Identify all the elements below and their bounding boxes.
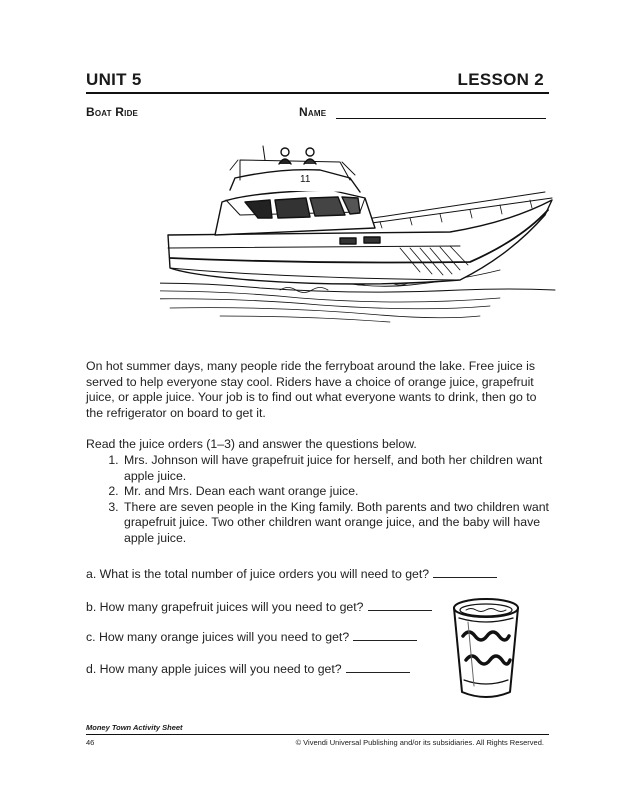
question-c-text: c. How many orange juices will you need to get? <box>86 630 350 644</box>
question-d <box>86 662 410 676</box>
juice-cup-illustration <box>446 596 526 704</box>
answer-d-field[interactable] <box>346 672 410 673</box>
name-label: Name <box>299 105 327 119</box>
list-item: 1. Mrs. Johnson will have grapefruit juice for herself, and both her children want apple juice. <box>122 453 556 484</box>
intro-paragraph: On hot summer days, many people ride the ferryboat around the lake. Free juice is served to help everyone stay cool. Riders have a choice of orange juice, grapefruit juice, or apple juice. Your job is to find out what everyone wants to drink, then go to the refrigerator on board to get it. <box>86 359 537 420</box>
answer-a-field[interactable] <box>433 577 497 578</box>
answer-b-field[interactable] <box>368 610 432 611</box>
list-item: 2. Mr. and Mrs. Dean each want orange juice. <box>122 484 556 500</box>
question-a-text: a. What is the total number of juice orders you will need to get? <box>86 567 430 581</box>
question-c <box>86 630 417 644</box>
footer-divider <box>86 734 549 735</box>
copyright-notice: © Vivendi Universal Publishing and/or its subsidiaries. All Rights Reserved. <box>295 738 544 747</box>
juice-orders-list <box>86 453 556 547</box>
name-field[interactable] <box>336 118 546 119</box>
boat-illustration <box>160 140 560 325</box>
question-d-text: d. How many apple juices will you need to get? <box>86 662 342 676</box>
question-b-text: b. How many grapefruit juices will you need to get? <box>86 600 364 614</box>
instructions-paragraph: Read the juice orders (1–3) and answer the questions below. <box>86 437 417 451</box>
question-b <box>86 600 432 614</box>
svg-text:11: 11 <box>300 174 311 185</box>
footer-sheet-title: Money Town Activity Sheet <box>86 723 183 732</box>
activity-title: Boat Ride <box>86 105 139 119</box>
question-a <box>86 567 497 581</box>
answer-c-field[interactable] <box>353 640 417 641</box>
unit-heading: UNIT 5 <box>86 70 142 89</box>
page-number: 46 <box>86 738 95 747</box>
list-item: 3. There are seven people in the King family. Both parents and two children want grapefruit juice. Two other children want orange juice, and the baby will have apple juice. <box>122 500 556 547</box>
lesson-heading: LESSON 2 <box>457 70 544 89</box>
header-divider <box>86 92 549 94</box>
